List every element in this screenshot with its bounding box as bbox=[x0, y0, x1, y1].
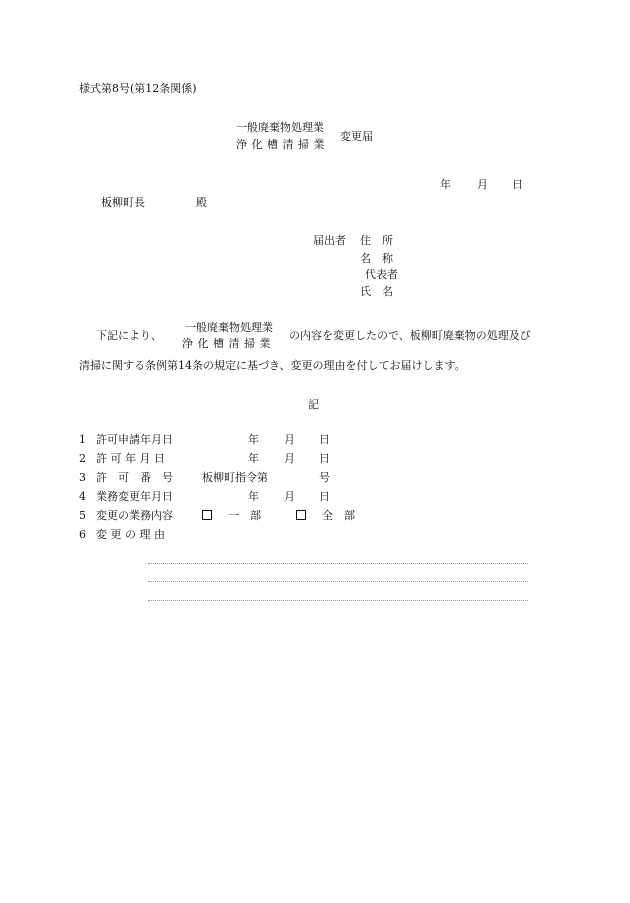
full-label: 全 部 bbox=[322, 509, 355, 522]
permit-number-prefix: 板柳町指令第 bbox=[202, 471, 268, 484]
partial-checkbox[interactable] bbox=[202, 510, 212, 520]
partial-label: 一 部 bbox=[228, 509, 261, 522]
item-number: 6 bbox=[79, 528, 86, 541]
reason-line[interactable] bbox=[148, 581, 528, 582]
item-label: 許可申請年月日 bbox=[96, 433, 173, 446]
item-month: 月 bbox=[284, 490, 295, 503]
date-day: 日 bbox=[512, 178, 523, 191]
item-number: 2 bbox=[79, 452, 86, 465]
item-label: 変更の業務内容 bbox=[96, 509, 173, 522]
item-number: 5 bbox=[79, 509, 86, 522]
item-month: 月 bbox=[284, 452, 295, 465]
item-number: 4 bbox=[79, 490, 86, 503]
item-label: 許 可 年 月 日 bbox=[96, 452, 165, 465]
date-year: 年 bbox=[440, 178, 451, 191]
body-business-line1: 一般廃棄物処理業 bbox=[185, 321, 273, 334]
title-business-line2: 浄 化 槽 清 掃 業 bbox=[236, 138, 325, 151]
addressee-name: 板柳町長 bbox=[101, 196, 145, 209]
applicant-address-label: 住 所 bbox=[360, 234, 393, 247]
title-suffix: 変更届 bbox=[340, 130, 373, 143]
body-prefix: 下記により、 bbox=[96, 329, 162, 342]
item-day: 日 bbox=[319, 433, 330, 446]
ki-heading: 記 bbox=[308, 398, 319, 411]
applicant-label: 届出者 bbox=[313, 234, 346, 247]
reason-line[interactable] bbox=[148, 600, 528, 601]
item-year: 年 bbox=[248, 433, 259, 446]
item-month: 月 bbox=[284, 433, 295, 446]
addressee-honorific: 殿 bbox=[196, 196, 207, 209]
option-full[interactable] bbox=[296, 509, 355, 522]
title-business-line1: 一般廃棄物処理業 bbox=[236, 121, 324, 134]
item-number: 1 bbox=[79, 433, 86, 446]
item-label: 許 可 番 号 bbox=[96, 471, 173, 484]
item-year: 年 bbox=[248, 452, 259, 465]
option-partial[interactable] bbox=[202, 509, 261, 522]
item-number: 3 bbox=[79, 471, 86, 484]
body-line2: 清掃に関する条例第14条の規定に基づき、変更の理由を付してお届けします。 bbox=[79, 359, 466, 372]
applicant-representative-label: 代表者 bbox=[365, 268, 398, 281]
applicant-full-name-label: 氏 名 bbox=[360, 285, 393, 298]
item-year: 年 bbox=[248, 490, 259, 503]
full-checkbox[interactable] bbox=[296, 510, 306, 520]
item-day: 日 bbox=[319, 490, 330, 503]
item-label: 変 更 の 理 由 bbox=[96, 528, 165, 541]
body-line1-suffix: の内容を変更したので、板柳町廃棄物の処理及び bbox=[289, 329, 531, 342]
reason-line[interactable] bbox=[148, 563, 528, 564]
body-business-line2: 浄 化 槽 清 掃 業 bbox=[182, 337, 271, 350]
item-day: 日 bbox=[319, 452, 330, 465]
applicant-name-label: 名 称 bbox=[360, 252, 393, 265]
form-number: 様式第8号(第12条関係) bbox=[79, 82, 197, 95]
permit-number-unit: 号 bbox=[319, 471, 330, 484]
date-month: 月 bbox=[477, 178, 488, 191]
item-label: 業務変更年月日 bbox=[96, 490, 173, 503]
